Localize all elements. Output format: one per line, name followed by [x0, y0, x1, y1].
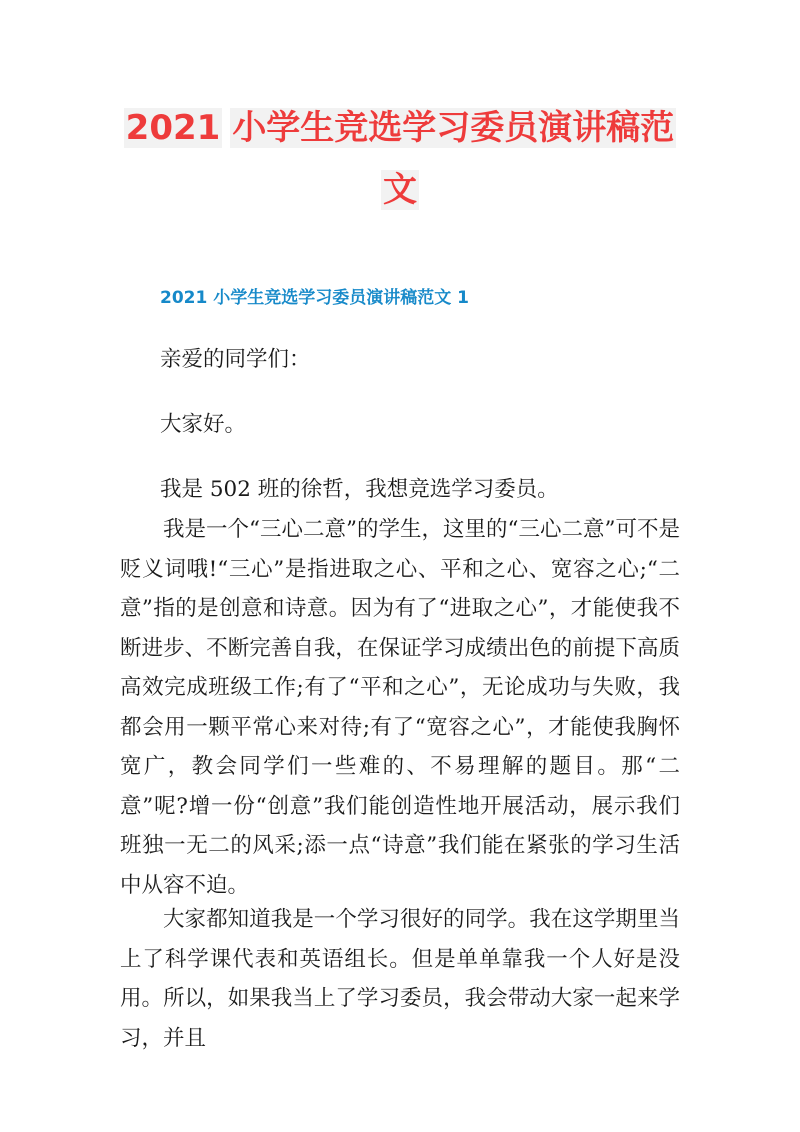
section-heading: 2021 小学生竞选学习委员演讲稿范文 1: [160, 288, 469, 308]
greeting-paragraph: 亲爱的同学们：: [160, 347, 311, 372]
hello-paragraph: 大家好。: [160, 412, 247, 437]
document-title-line2: [0, 168, 800, 212]
title-line2: 文: [383, 170, 417, 210]
title-main: 小学生竞选学习委员演讲稿范: [232, 108, 675, 148]
intro-paragraph: 我是 502 班的徐哲，我想竞选学习委员。: [160, 477, 559, 502]
document-title: [0, 106, 800, 150]
title-year: 2021: [125, 108, 221, 148]
body-paragraph-2: 大家都知道我是一个学习很好的同学。我在这学期里当上了科学课代表和英语组长。但是单单靠我一个人好是没用。所以，如果我当上了学习委员，我会带动大家一起来学习，并且: [120, 907, 680, 1051]
body-paragraph-1: 我是一个“三心二意”的学生，这里的“三心二意”可不是贬义词哦!“三心”是指进取之心、平和之心、宽容之心;“二意”指的是创意和诗意。因为有了“进取之心”，才能使我不断进步、不断完善自我，在保证学习成绩出色的前提下高质高效完成班级工作;有了“平和之心”，无论成功与失败，我都会用一颗平常心来对待;有了“宽容之心”，才能使我胸怀宽广，教会同学们一些难的、不易理解的题目。那“二意”呢?增一份“创意”我们能创造性地开展活动，展示我们班独一无二的风采;添一点“诗意”我们能在紧张的学习生活中从容不迫。: [120, 517, 680, 898]
